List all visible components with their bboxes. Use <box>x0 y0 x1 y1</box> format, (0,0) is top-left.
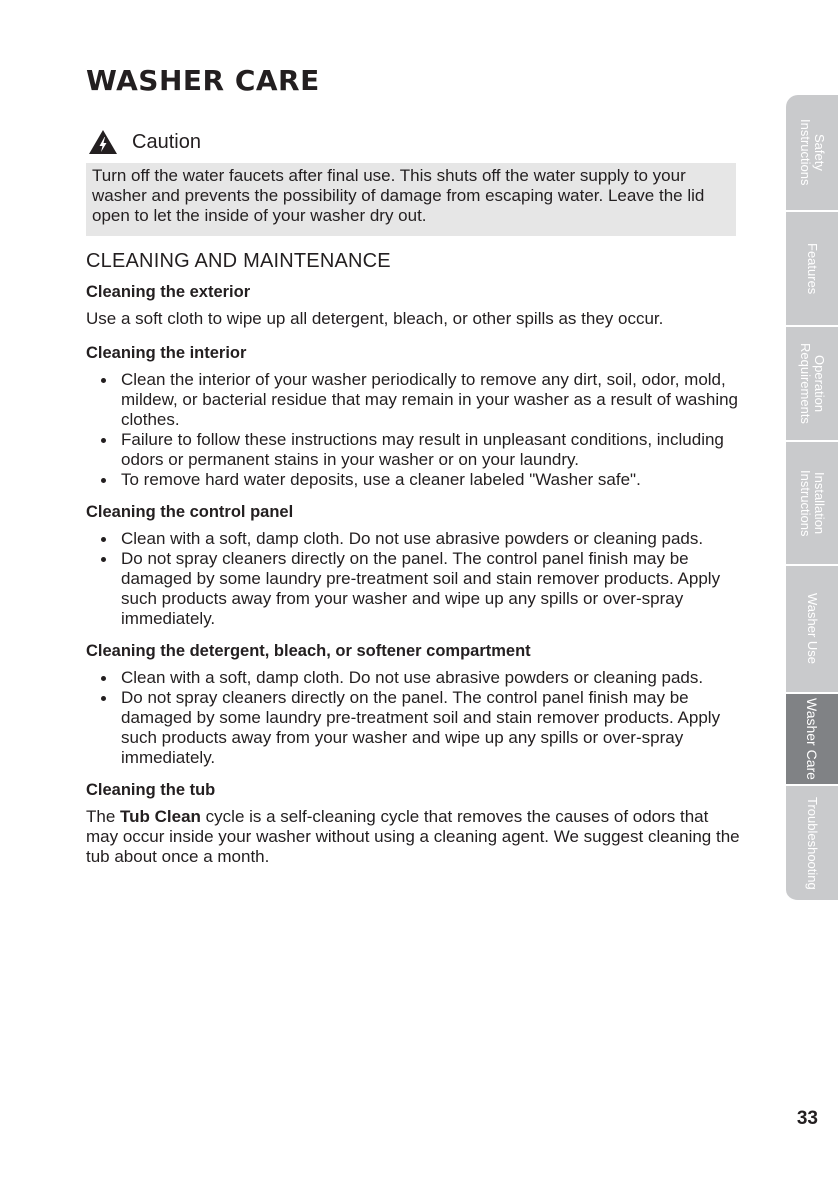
tab-washer-care[interactable] <box>786 694 838 786</box>
tab-troubleshooting[interactable] <box>786 786 838 902</box>
tab-label: Operation Requirements <box>798 343 827 424</box>
page-title: WASHER CARE <box>86 64 320 97</box>
tub-text-after: cycle is a self-cleaning cycle that removes the causes of odors that may occur inside your washer without using a cleaning agent. We suggest cleaning the tub about once a month. <box>86 807 740 866</box>
interior-list <box>86 370 741 490</box>
list-item: Failure to follow these instructions may result in unpleasant conditions, including odors or permanent stains in your washer or on your laundry. <box>86 430 741 470</box>
tab-label: Washer Use <box>805 593 820 665</box>
list-item: Clean with a soft, damp cloth. Do not use abrasive powders or cleaning pads. <box>86 529 741 549</box>
warning-triangle-icon <box>88 129 118 155</box>
tab-washer-use[interactable] <box>786 566 838 694</box>
exterior-heading: Cleaning the exterior <box>86 283 251 301</box>
tab-features[interactable] <box>786 212 838 327</box>
tab-label: Installation Instructions <box>798 469 827 537</box>
list-item: To remove hard water deposits, use a cleaner labeled "Washer safe". <box>86 470 741 490</box>
control-panel-list <box>86 529 741 629</box>
page-number: 33 <box>796 1108 818 1129</box>
compartment-heading: Cleaning the detergent, bleach, or softener compartment <box>86 642 531 660</box>
tab-label: Safety Instructions <box>798 119 827 186</box>
list-item: Clean the interior of your washer periodically to remove any dirt, soil, odor, mold, mildew, or bacterial residue that may remain in your washer as a result of washing clothes. <box>86 370 741 430</box>
compartment-list <box>86 668 741 768</box>
tab-installation-instructions[interactable] <box>786 442 838 566</box>
caution-header <box>88 128 201 156</box>
list-item: Do not spray cleaners directly on the panel. The control panel finish may be damaged by some laundry pre-treatment soil and stain remover products. Apply such products away from your washer and wipe up any spills or over-spray immediately. <box>86 549 741 629</box>
caution-box: Turn off the water faucets after final use. This shuts off the water supply to your washer and prevents the possibility of damage from escaping water. Leave the lid open to let the inside of your washer dry out. <box>86 163 736 236</box>
control-panel-heading: Cleaning the control panel <box>86 503 294 521</box>
main-content <box>86 248 741 881</box>
tab-operation-requirements[interactable] <box>786 327 838 442</box>
tab-label: Features <box>805 242 820 295</box>
list-item: Do not spray cleaners directly on the panel. The control panel finish may be damaged by some laundry pre-treatment soil and stain remover products. Apply such products away from your washer and wipe up any spills or over-spray immediately. <box>86 688 741 768</box>
tab-safety-instructions[interactable] <box>786 95 838 212</box>
tab-label: Troubleshooting <box>805 796 820 890</box>
section-title: CLEANING AND MAINTENANCE <box>86 250 391 272</box>
tub-heading: Cleaning the tub <box>86 781 216 799</box>
caution-label: Caution <box>132 130 201 153</box>
tub-text <box>86 807 741 867</box>
list-item: Clean with a soft, damp cloth. Do not use abrasive powders or cleaning pads. <box>86 668 741 688</box>
tub-clean-term: Tub Clean <box>120 807 201 826</box>
tab-label: Washer Care <box>804 698 820 780</box>
exterior-text: Use a soft cloth to wipe up all detergent, bleach, or other spills as they occur. <box>86 309 664 328</box>
interior-heading: Cleaning the interior <box>86 344 247 362</box>
tub-text-before: The <box>86 807 121 826</box>
